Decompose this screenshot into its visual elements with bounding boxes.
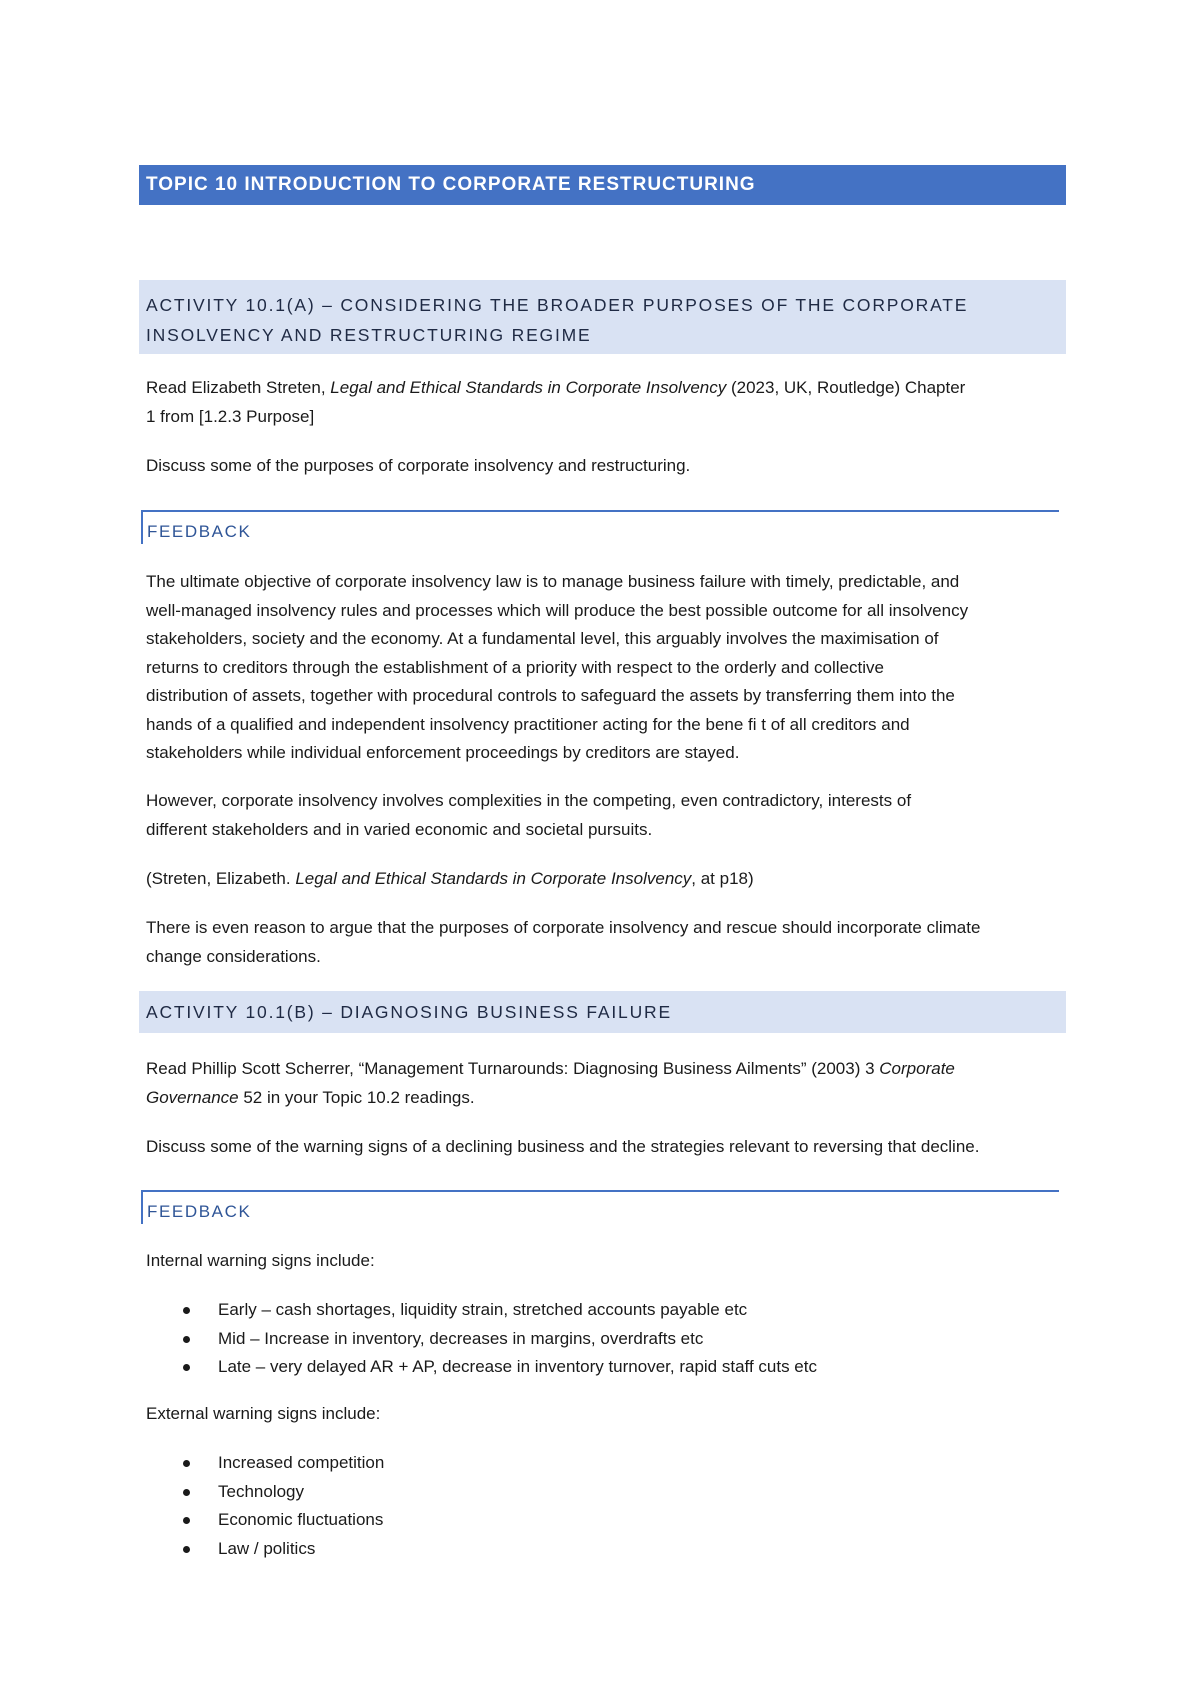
internal-signs-list xyxy=(146,1296,1046,1382)
list-item xyxy=(146,1478,1046,1507)
feedback-a-paragraph-2 xyxy=(146,787,1066,844)
text-line: There is even reason to argue that the purposes of corporate insolvency and rescue should incorporate climate xyxy=(146,918,981,937)
reading-book-title: Legal and Ethical Standards in Corporate Insolvency xyxy=(330,378,727,397)
list-item-text: Mid – Increase in inventory, decreases in margins, overdrafts etc xyxy=(218,1328,704,1348)
feedback-label-b: FEEDBACK xyxy=(147,1202,252,1221)
bullet-icon xyxy=(183,1364,190,1371)
external-intro-text: External warning signs include: xyxy=(146,1404,381,1423)
reading-b-title-1: Corporate xyxy=(879,1059,955,1078)
text-line: stakeholders, society and the economy. At a fundamental level, this arguably involves the maximisation of xyxy=(146,629,939,648)
bullet-icon xyxy=(183,1460,190,1467)
citation-pre: (Streten, Elizabeth. xyxy=(146,869,296,888)
activity-a-heading-line2: INSOLVENCY AND RESTRUCTURING REGIME xyxy=(146,325,592,345)
activity-a-heading-line1: ACTIVITY 10.1(A) – CONSIDERING THE BROADER PURPOSES OF THE CORPORATE xyxy=(146,295,969,315)
reading-pre: Read Elizabeth Streten, xyxy=(146,378,331,397)
bullet-icon xyxy=(183,1489,190,1496)
list-item-text: Economic fluctuations xyxy=(218,1510,384,1529)
activity-a-task xyxy=(146,452,1066,481)
reading-line2: 1 from [1.2.3 Purpose] xyxy=(146,406,315,426)
text-line: well-managed insolvency rules and processes which will produce the best possible outcome for all insolvency xyxy=(146,600,969,620)
activity-a-task-text: Discuss some of the purposes of corporate insolvency and restructuring. xyxy=(146,456,691,475)
bullet-icon xyxy=(183,1336,190,1343)
list-item xyxy=(146,1353,1046,1382)
internal-signs-intro xyxy=(146,1247,1066,1276)
list-item-text: Early – cash shortages, liquidity strain, stretched accounts payable etc xyxy=(218,1300,748,1319)
list-item-text: Late – very delayed AR + AP, decrease in inventory turnover, rapid staff cuts etc xyxy=(218,1357,817,1376)
activity-b-task xyxy=(146,1133,1066,1162)
text-line: returns to creditors through the establishment of a priority with respect to the orderly and collective xyxy=(146,657,884,677)
feedback-a-paragraph-3 xyxy=(146,914,1066,971)
external-signs-list xyxy=(146,1449,1046,1563)
list-item xyxy=(146,1449,1046,1478)
text-line: The ultimate objective of corporate insolvency law is to manage business failure with timely, predictable, and xyxy=(146,572,960,591)
reading-post: (2023, UK, Routledge) Chapter xyxy=(726,378,966,397)
text-line: different stakeholders and in varied economic and societal pursuits. xyxy=(146,819,653,839)
list-item xyxy=(146,1535,1046,1564)
reading-b-post: 52 in your Topic 10.2 readings. xyxy=(238,1087,475,1107)
feedback-a-paragraph-1 xyxy=(146,568,1066,768)
text-line: change considerations. xyxy=(146,946,321,966)
text-line: However, corporate insolvency involves complexities in the competing, even contradictory, interests of xyxy=(146,791,912,810)
text-line: hands of a qualified and independent insolvency practitioner acting for the bene fi t of all creditors and xyxy=(146,714,910,734)
text-line: distribution of assets, together with procedural controls to safeguard the assets by transferring them into the xyxy=(146,686,955,705)
bullet-icon xyxy=(183,1546,190,1553)
topic-title: TOPIC 10 INTRODUCTION TO CORPORATE RESTRUCTURING xyxy=(139,165,1066,205)
activity-b-reading xyxy=(146,1055,1066,1112)
activity-a-heading xyxy=(139,280,1066,354)
list-item xyxy=(146,1296,1046,1325)
citation-title: Legal and Ethical Standards in Corporate Insolvency xyxy=(295,869,692,888)
list-item-text: Increased competition xyxy=(218,1453,385,1472)
feedback-heading-a xyxy=(141,510,1059,544)
internal-intro-text: Internal warning signs include: xyxy=(146,1251,375,1270)
external-signs-intro xyxy=(146,1400,1066,1429)
activity-b-task-text: Discuss some of the warning signs of a declining business and the strategies relevant to reversing that decline. xyxy=(146,1137,980,1156)
feedback-label-a: FEEDBACK xyxy=(147,522,252,541)
list-item-text: Technology xyxy=(218,1481,305,1501)
citation-post: , at p18) xyxy=(691,869,754,888)
list-item xyxy=(146,1325,1046,1354)
list-item-text: Law / politics xyxy=(218,1538,316,1558)
reading-b-pre: Read Phillip Scott Scherrer, “Management Turnarounds: Diagnosing Business Ailments” (2003) 3 xyxy=(146,1059,880,1078)
reading-b-title-2: Governance xyxy=(146,1087,239,1107)
text-line: stakeholders while individual enforcement proceedings by creditors are stayed. xyxy=(146,743,740,762)
activity-b-heading xyxy=(139,991,1066,1033)
bullet-icon xyxy=(183,1307,190,1314)
bullet-icon xyxy=(183,1517,190,1524)
activity-b-heading-text: ACTIVITY 10.1(B) – DIAGNOSING BUSINESS FAILURE xyxy=(146,1002,672,1022)
activity-a-reading xyxy=(146,374,1066,431)
list-item xyxy=(146,1506,1046,1535)
feedback-a-citation xyxy=(146,865,1066,894)
feedback-heading-b xyxy=(141,1190,1059,1224)
